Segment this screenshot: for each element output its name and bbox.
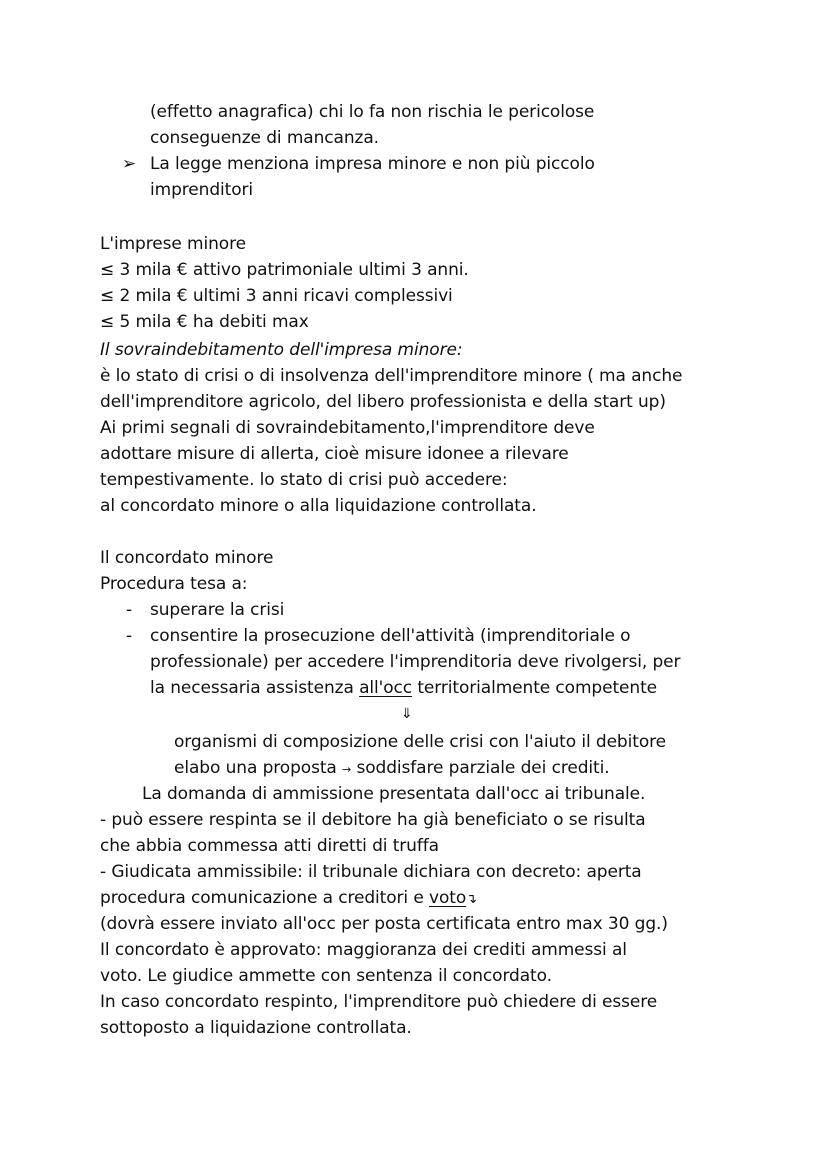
concordato-bullet-1: superare la crisi [150, 600, 285, 620]
organismi-line-2 [174, 756, 610, 782]
concordato-bullet-2-line-3 [150, 676, 657, 700]
concordato-procedura: Procedura tesa a: [100, 574, 248, 594]
text-segment: territorialmente competente [412, 678, 658, 698]
domanda-ammissione: La domanda di ammissione presentata dall'occ ai tribunale. [142, 784, 646, 804]
paragraph-line-3: - Giudicata ammissibile: il tribunale dichiara con decreto: aperta [100, 862, 642, 882]
underlined-occ: all'occ [359, 678, 413, 698]
intro-line-3: La legge menziona impresa minore e non più piccolo [150, 154, 595, 174]
organismi-line-1: organismi di composizione delle crisi con l'aiuto il debitore [174, 732, 666, 752]
text-segment: procedura comunicazione a creditori e [100, 888, 430, 908]
concordato-bullet-2-line-2: professionale) per accedere l'imprenditoria deve rivolgersi, per [150, 652, 681, 672]
paragraph-line-5: (dovrà essere inviato all'occ per posta certificata entro max 30 gg.) [100, 914, 668, 934]
paragraph-line-7: voto. Le giudice ammette con sentenza il concordato. [100, 966, 552, 986]
paragraph-line-4 [100, 886, 477, 912]
right-arrow-icon: → [342, 763, 352, 776]
text-segment: soddisfare parziale dei crediti. [351, 758, 610, 778]
sovraindebitamento-line-1: è lo stato di crisi o di insolvenza dell'imprenditore minore ( ma anche [100, 366, 683, 386]
intro-line-4: imprenditori [150, 180, 254, 200]
sovraindebitamento-line-6: al concordato minore o alla liquidazione controllata. [100, 496, 537, 516]
text-segment: la necessaria assistenza [150, 678, 360, 698]
impresa-minore-row-1: ≤ 3 mila € attivo patrimoniale ultimi 3 anni. [100, 260, 469, 280]
paragraph-line-8: In caso concordato respinto, l'imprenditore può chiedere di essere [100, 992, 658, 1012]
dash-bullet-2: - [126, 626, 133, 646]
text-segment: elabo una proposta [174, 758, 343, 778]
sovraindebitamento-line-3: Ai primi segnali di sovraindebitamento,l'imprenditore deve [100, 418, 595, 438]
sovraindebitamento-line-5: tempestivamente. lo stato di crisi può accedere: [100, 470, 508, 490]
impresa-minore-row-3: ≤ 5 mila € ha debiti max [100, 312, 309, 332]
paragraph-line-9: sottoposto a liquidazione controllata. [100, 1018, 412, 1038]
impresa-minore-title: L'imprese minore [100, 234, 246, 254]
sovraindebitamento-line-4: adottare misure di allerta, cioè misure idonee a rilevare [100, 444, 569, 464]
dash-bullet-1: - [126, 600, 133, 620]
impresa-minore-row-2: ≤ 2 mila € ultimi 3 anni ricavi complessivi [100, 286, 453, 306]
intro-line-1: (effetto anagrafica) chi lo fa non rischia le pericolose [150, 102, 595, 122]
paragraph-line-1: - può essere respinta se il debitore ha già beneficiato o se risulta [100, 810, 646, 830]
paragraph-line-2: che abbia commessa atti diretti di truffa [100, 836, 439, 856]
arrow-bullet-icon: ➢ [122, 154, 137, 174]
sovraindebitamento-line-2: dell'imprenditore agricolo, del libero professionista e della start up) [100, 392, 666, 412]
intro-line-2: conseguenze di mancanza. [150, 128, 379, 148]
return-arrow-icon: ↴ [466, 892, 477, 907]
paragraph-line-6: Il concordato è approvato: maggioranza dei crediti ammessi al [100, 940, 627, 960]
concordato-title: Il concordato minore [100, 548, 274, 568]
down-double-arrow-icon: ⇓ [401, 706, 413, 722]
underlined-voto: voto [429, 888, 467, 908]
concordato-bullet-2-line-1: consentire la prosecuzione dell'attività (imprenditoriale o [150, 626, 631, 646]
sovraindebitamento-title: Il sovraindebitamento dell'impresa minore: [100, 340, 463, 360]
